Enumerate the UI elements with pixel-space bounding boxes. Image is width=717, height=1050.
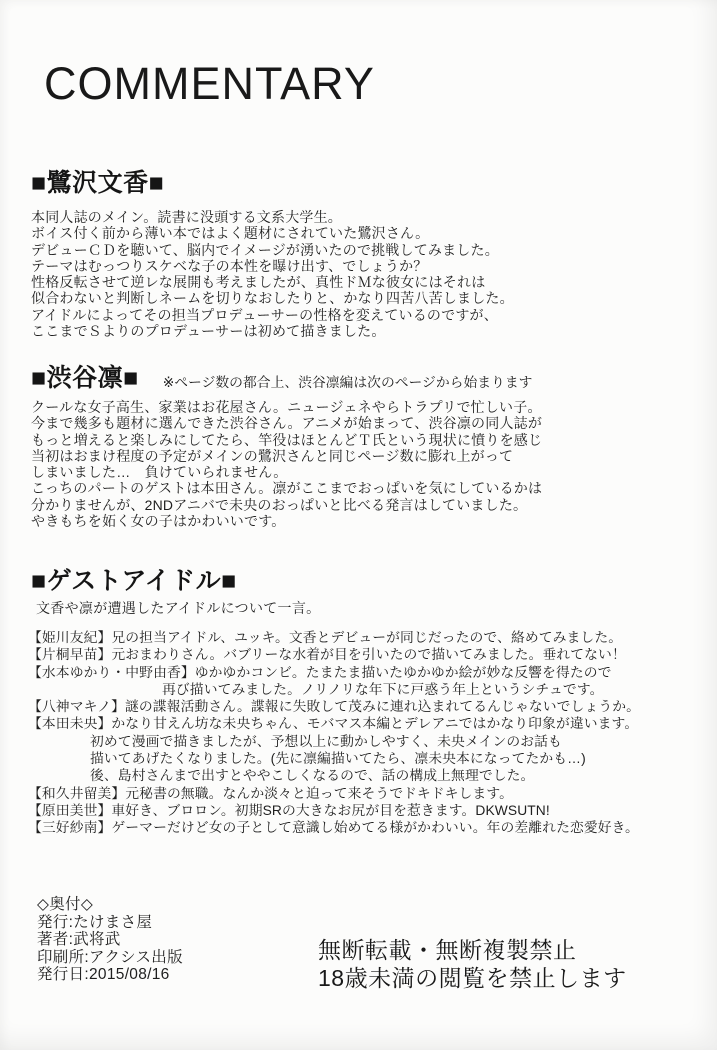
guest-entry-mizumoto-nakano-cont: 再び描いてみました。ノリノリな年下に戸惑う年上というシチュです。 xyxy=(162,681,604,697)
warning-no-reproduction: 無断転載・無断複製禁止 xyxy=(318,937,577,963)
guest-entry-honda-mio-cont: 後、島村さんまで出すとややこしくなるので、話の構成上無理でした。 xyxy=(90,768,535,784)
text-line: 分かりませんが、2NDアニバで未央のおっぱいと比べる発言はしていました。 xyxy=(31,496,528,513)
guest-idols-intro: 文香や凛が遭遇したアイドルについて一言。 xyxy=(36,600,321,616)
guest-entry-miyoshi-sana: 【三好紗南】ゲーマーだけど女の子として意識し始めてる様がかわいい。年の差離れた恋愛好き。 xyxy=(28,820,639,836)
guest-entry-wakui-rumi: 【和久井留美】元秘書の無職。なんか淡々と迫って来そうでドキドキします。 xyxy=(28,785,514,801)
section-body-sagisawa-fumika xyxy=(31,209,514,339)
text-line: ここまでＳよりのプロデューサーは初めて描きました。 xyxy=(31,323,386,340)
section-heading-guest-idols: ■ゲストアイドル■ xyxy=(31,567,237,595)
text-line: 似合わないと判断しネームを切りなおしたりと、かなり四苦八苦しました。 xyxy=(31,290,514,307)
page-title: COMMENTARY xyxy=(44,58,375,109)
guest-entry-yagami-makino: 【八神マキノ】謎の諜報活動さん。諜報に失敗して茂みに連れ込まれてるんじゃないでしょうか。 xyxy=(28,699,641,715)
text-line: 当初はおまけ程度の予定がメインの鷺沢さんと同じページ数に膨れ上がって xyxy=(31,447,514,464)
section-heading-shibuya-rin: ■渋谷凛■ xyxy=(31,364,139,392)
colophon-printer: 印刷所:アクシス出版 xyxy=(37,948,183,966)
text-line: 性格反転させて逆レな展開も考えましたが、真性ドＭな彼女にはそれは xyxy=(31,274,486,291)
colophon-heading: ◇奥付◇ xyxy=(37,896,94,913)
section-heading-sagisawa-fumika: ■鷺沢文香■ xyxy=(31,169,165,197)
text-line: テーマはむっつりスケベな子の本性を曝け出す、でしょうか？ xyxy=(31,257,428,274)
page-continuation-note: ※ページ数の都合上、渋谷凛編は次のページから始まります xyxy=(162,375,533,390)
colophon xyxy=(37,896,183,984)
text-line: しまいました… 負けていられません。 xyxy=(31,464,288,481)
colophon-publisher: 発行:たけまさ屋 xyxy=(37,913,153,931)
guest-entry-harada-miyo: 【原田美世】車好き、ブロロン。初期SRの大きなお尻が目を惹きます。DKWSUTN! xyxy=(28,802,550,818)
text-line: 本同人誌のメイン。読書に没頭する文系大学生。 xyxy=(31,209,342,225)
section-body-shibuya-rin xyxy=(31,399,542,529)
text-line: アイドルによってその担当プロデューサーの性格を変えているのですが、 xyxy=(31,306,498,323)
section-heading-row-shibuya-rin xyxy=(31,358,532,394)
text-line: クールな女子高生、家業はお花屋さん。ニュージェネやらトラプリで忙しい子。 xyxy=(31,399,542,415)
colophon-publish-date: 発行日:2015/08/16 xyxy=(37,966,170,984)
text-line: ボイス付く前から薄い本ではよく題材にされていた鷺沢さん。 xyxy=(31,225,430,242)
text-line: デビューＣＤを聴いて、脳内でイメージが湧いたので挑戦してみました。 xyxy=(31,241,499,258)
warning-age-restriction: 18歳未満の閲覧を禁止します xyxy=(318,965,627,991)
guest-entry-honda-mio-cont: 描いてあげたくなりました。(先に凛編描いてたら、凛未央本になってたかも…) xyxy=(90,751,586,767)
text-line: もっと増えると楽しみにしてたら、竿役はほとんどＴ氏という現状に憤りを感じ xyxy=(31,431,543,448)
colophon-author: 著者:武将武 xyxy=(37,931,121,949)
text-line: やきもちを妬く女の子はかわいいです。 xyxy=(31,513,286,530)
guest-entry-honda-mio: 【本田未央】かなり甘えん坊な未央ちゃん、モバマス本編とデレアニではかなり印象が違います。 xyxy=(28,716,639,732)
text-line: 今まで幾多も題材に選んできた渋谷さん。アニメが始まって、渋谷凛の同人誌が xyxy=(31,415,543,432)
text-line: こっちのパートのゲストは本田さん。凛がここまでおっぱいを気にしているかは xyxy=(31,480,543,497)
copyright-warning xyxy=(318,936,627,992)
guest-entry-mizumoto-nakano: 【水本ゆかり・中野由香】ゆかゆかコンビ。たまたま描いたゆかゆか絵が妙な反響を得たので xyxy=(28,664,612,680)
guest-entry-honda-mio-cont: 初めて漫画で描きましたが、予想以上に動かしやすく、未央メインのお話も xyxy=(90,733,562,749)
guest-entry-himekawa-yuki: 【姫川友紀】兄の担当アイドル、ユッキ。文香とデビューが同じだったので、絡めてみました。 xyxy=(28,630,623,645)
guest-idols-list xyxy=(28,629,640,837)
guest-entry-katagiri-sanae: 【片桐早苗】元おまわりさん。バブリーな水着が目を引いたので描いてみました。垂れてない！ xyxy=(28,647,626,663)
